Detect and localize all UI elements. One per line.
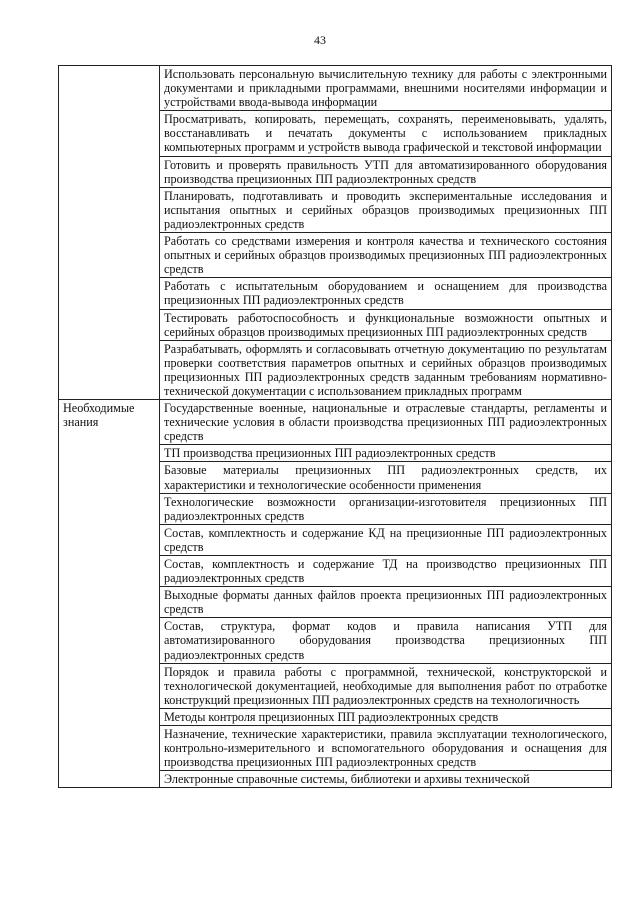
table-cell-item: Методы контроля прецизионных ПП радиоэлектронных средств xyxy=(160,708,612,725)
table-cell-item: Тестировать работоспособность и функциональные возможности опытных и серийных образцов производимых прецизионных ПП радиоэлектронных средств xyxy=(160,309,612,340)
page-number: 43 xyxy=(314,33,326,47)
table-cell-item: Назначение, технические характеристики, правила эксплуатации технологического, контрольно-измерительного и вспомогательного оборудования и оснащения для производства прецизионных ПП радиоэлектронных средств xyxy=(160,726,612,771)
table-row xyxy=(59,400,612,445)
table-cell-item: Состав, структура, формат кодов и правила написания УТП для автоматизированного оборудования производства прецизионных ПП радиоэлектронных средств xyxy=(160,618,612,663)
table-row xyxy=(59,66,612,111)
table-cell-item: Состав, комплектность и содержание ТД на производство прецизионных ПП радиоэлектронных средств xyxy=(160,556,612,587)
table-cell-item: Просматривать, копировать, перемещать, сохранять, переименовывать, удалять, восстанавливать и печатать документы с использованием прикладных компьютерных программ и устройств вывода графической и текстовой информации xyxy=(160,111,612,156)
table-cell-item: Базовые материалы прецизионных ПП радиоэлектронных средств, их характеристики и технологические особенности применения xyxy=(160,462,612,493)
table-cell-item: Планировать, подготавливать и проводить экспериментальные исследования и испытания опытных и серийных образцов производимых прецизионных ПП радиоэлектронных средств xyxy=(160,187,612,232)
table-cell-item: Готовить и проверять правильность УТП для автоматизированного оборудования производства прецизионных ПП радиоэлектронных средств xyxy=(160,156,612,187)
table-cell-item: Технологические возможности организации-изготовителя прецизионных ПП радиоэлектронных средств xyxy=(160,493,612,524)
requirements-table xyxy=(58,65,612,788)
section-label-cell xyxy=(59,66,160,400)
table-cell-item: Состав, комплектность и содержание КД на прецизионные ПП радиоэлектронных средств xyxy=(160,524,612,555)
table-cell-item: Государственные военные, национальные и отраслевые стандарты, регламенты и технические условия в области производства прецизионных ПП радиоэлектронных средств xyxy=(160,400,612,445)
table-cell-item: Использовать персональную вычислительную технику для работы с электронными документами и прикладными программами, внешними носителями информации и устройствами ввода-вывода информации xyxy=(160,66,612,111)
table-cell-item: Работать со средствами измерения и контроля качества и технического состояния опытных и серийных образцов производимых прецизионных ПП радиоэлектронных средств xyxy=(160,233,612,278)
section-label-cell: Необходимые знания xyxy=(59,400,160,788)
table-cell-item: Выходные форматы данных файлов проекта прецизионных ПП радиоэлектронных средств xyxy=(160,587,612,618)
table-cell-item: Работать с испытательным оборудованием и оснащением для производства прецизионных ПП радиоэлектронных средств xyxy=(160,278,612,309)
table-cell-item: Порядок и правила работы с программной, технической, конструкторской и технологической документацией, необходимые для выполнения работ по отработке конструкций прецизионных ПП радиоэлектронных средств на технологичность xyxy=(160,663,612,708)
table-cell-item: Разрабатывать, оформлять и согласовывать отчетную документацию по результатам проверки соответствия параметров опытных и серийных образцов производимых прецизионных ПП радиоэлектронных средств заданным требованиям нормативно-технической документации с использованием прикладных программ xyxy=(160,340,612,399)
table-cell-item: ТП производства прецизионных ПП радиоэлектронных средств xyxy=(160,445,612,462)
table-cell-item: Электронные справочные системы, библиотеки и архивы технической xyxy=(160,771,612,788)
